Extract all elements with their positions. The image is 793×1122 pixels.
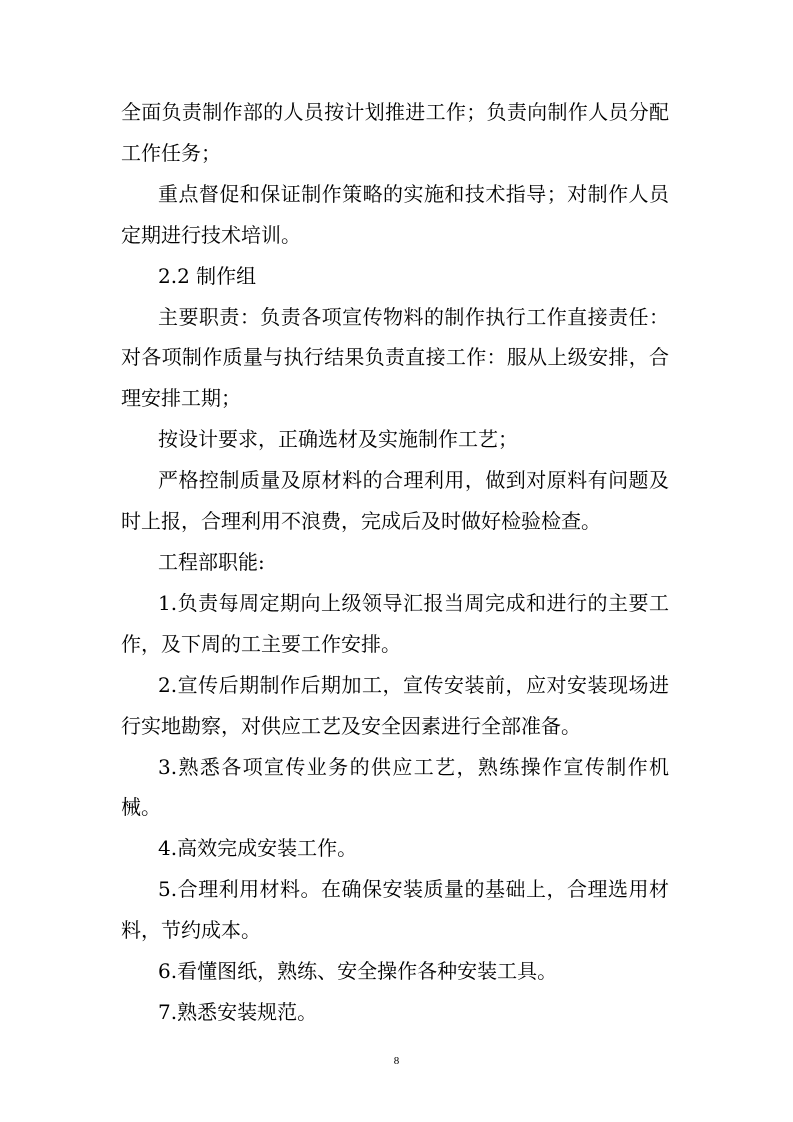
list-item-7: 7.熟悉安装规范。	[158, 999, 318, 1024]
list-item-6: 6.看懂图纸，熟练、安全操作各种安装工具。	[158, 959, 558, 984]
paragraph-quality-control: 严格控制质量及原材料的合理利用，做到对原料有问题及时上报，合理利用不浪费，完成后及时做好检验检查。	[121, 468, 669, 534]
paragraph-design-requirements: 按设计要求，正确选材及实施制作工艺；	[158, 427, 518, 452]
list-item-4: 4.高效完成安装工作。	[158, 836, 358, 861]
paragraph-main-responsibilities: 主要职责：负责各项宣传物料的制作执行工作直接责任：对各项制作质量与执行结果负责直接工作：服从上级安排，合理安排工期；	[121, 304, 669, 411]
list-item-3: 3.熟悉各项宣传业务的供应工艺，熟练操作宣传制作机械。	[121, 754, 669, 820]
list-item-5: 5.合理利用材料。在确保安装质量的基础上，合理选用材料，节约成本。	[121, 877, 669, 943]
list-item-2: 2.宣传后期制作后期加工，宣传安装前，应对安装现场进行实地勘察，对供应工艺及安全因素进行全部准备。	[121, 672, 669, 738]
paragraph-leadership-duties: 全面负责制作部的人员按计划推进工作；负责向制作人员分配工作任务；	[121, 100, 669, 165]
section-heading-engineering-functions: 工程部职能:	[158, 549, 265, 574]
page-number: 8	[393, 1055, 400, 1067]
paragraph-supervision-training: 重点督促和保证制作策略的实施和技术指导；对制作人员定期进行技术培训。	[121, 181, 669, 247]
list-item-1: 1.负责每周定期向上级领导汇报当周完成和进行的主要工作，及下周的工主要工作安排。	[121, 590, 669, 656]
section-heading-production-team: 2.2 制作组	[158, 263, 257, 288]
document-body	[121, 92, 669, 1033]
